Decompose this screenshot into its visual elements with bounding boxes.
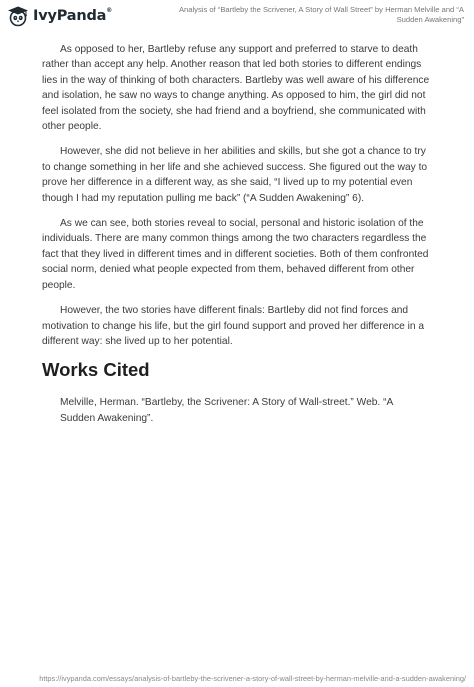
body-paragraph: As we can see, both stories reveal to social, personal and historic isolation of the individuals. There are many common things among the two characters regardless the fact that they lived in different times and in different societies. Both of them confronted social norm, denied what people expected from them, behaved different from other people. [42,218,429,291]
page-header [0,0,474,34]
ivypanda-logo[interactable] [7,5,112,27]
body-paragraph: As opposed to her, Bartleby refuse any support and preferred to starve to death rather than accept any help. Another reason that led both stories to different endings lies in the way of thinking of both characters. Bartleby was well aware of his difference and isolation, he saw no ways to change anything. As opposed to him, the girl did not feel isolated from the society, she had friend and a boyfriend, she communicated with other people. [42,44,430,133]
citation-entry: Melville, Herman. “Bartleby, the Scrivener: A Story of Wall-street.” Web. “A Sudden Awakening”. [60,397,393,424]
document-title: Analysis of “Bartleby the Scrivener, A Story of Wall Street” by Herman Melville and “A Sudden Awakening” [178,5,464,24]
graduation-cap-panda-icon [7,5,29,27]
body-paragraph: However, the two stories have different finals: Bartleby did not find forces and motivation to change his life, but the girl found support and proved her difference in a different way: she lived up to her potential. [42,305,425,347]
source-url-link[interactable]: https://ivypanda.com/essays/analysis-of-bartleby-the-scrivener-a-story-of-wall-street-by-herman-melville-and-a-sudden-awakening/ [39,674,466,683]
logo-text: IvyPanda® [33,7,113,24]
works-cited-heading: Works Cited [42,359,150,381]
body-paragraph: However, she did not believe in her abilities and skills, but she got a chance to try to change something in her life and she achieved success. She figured out the way to prove her difference in a different way, as she said, “I lived up to my potential even though I had my reputation pulling me back” (“A Sudden Awakening” 6). [42,146,428,204]
essay-content [42,42,430,426]
